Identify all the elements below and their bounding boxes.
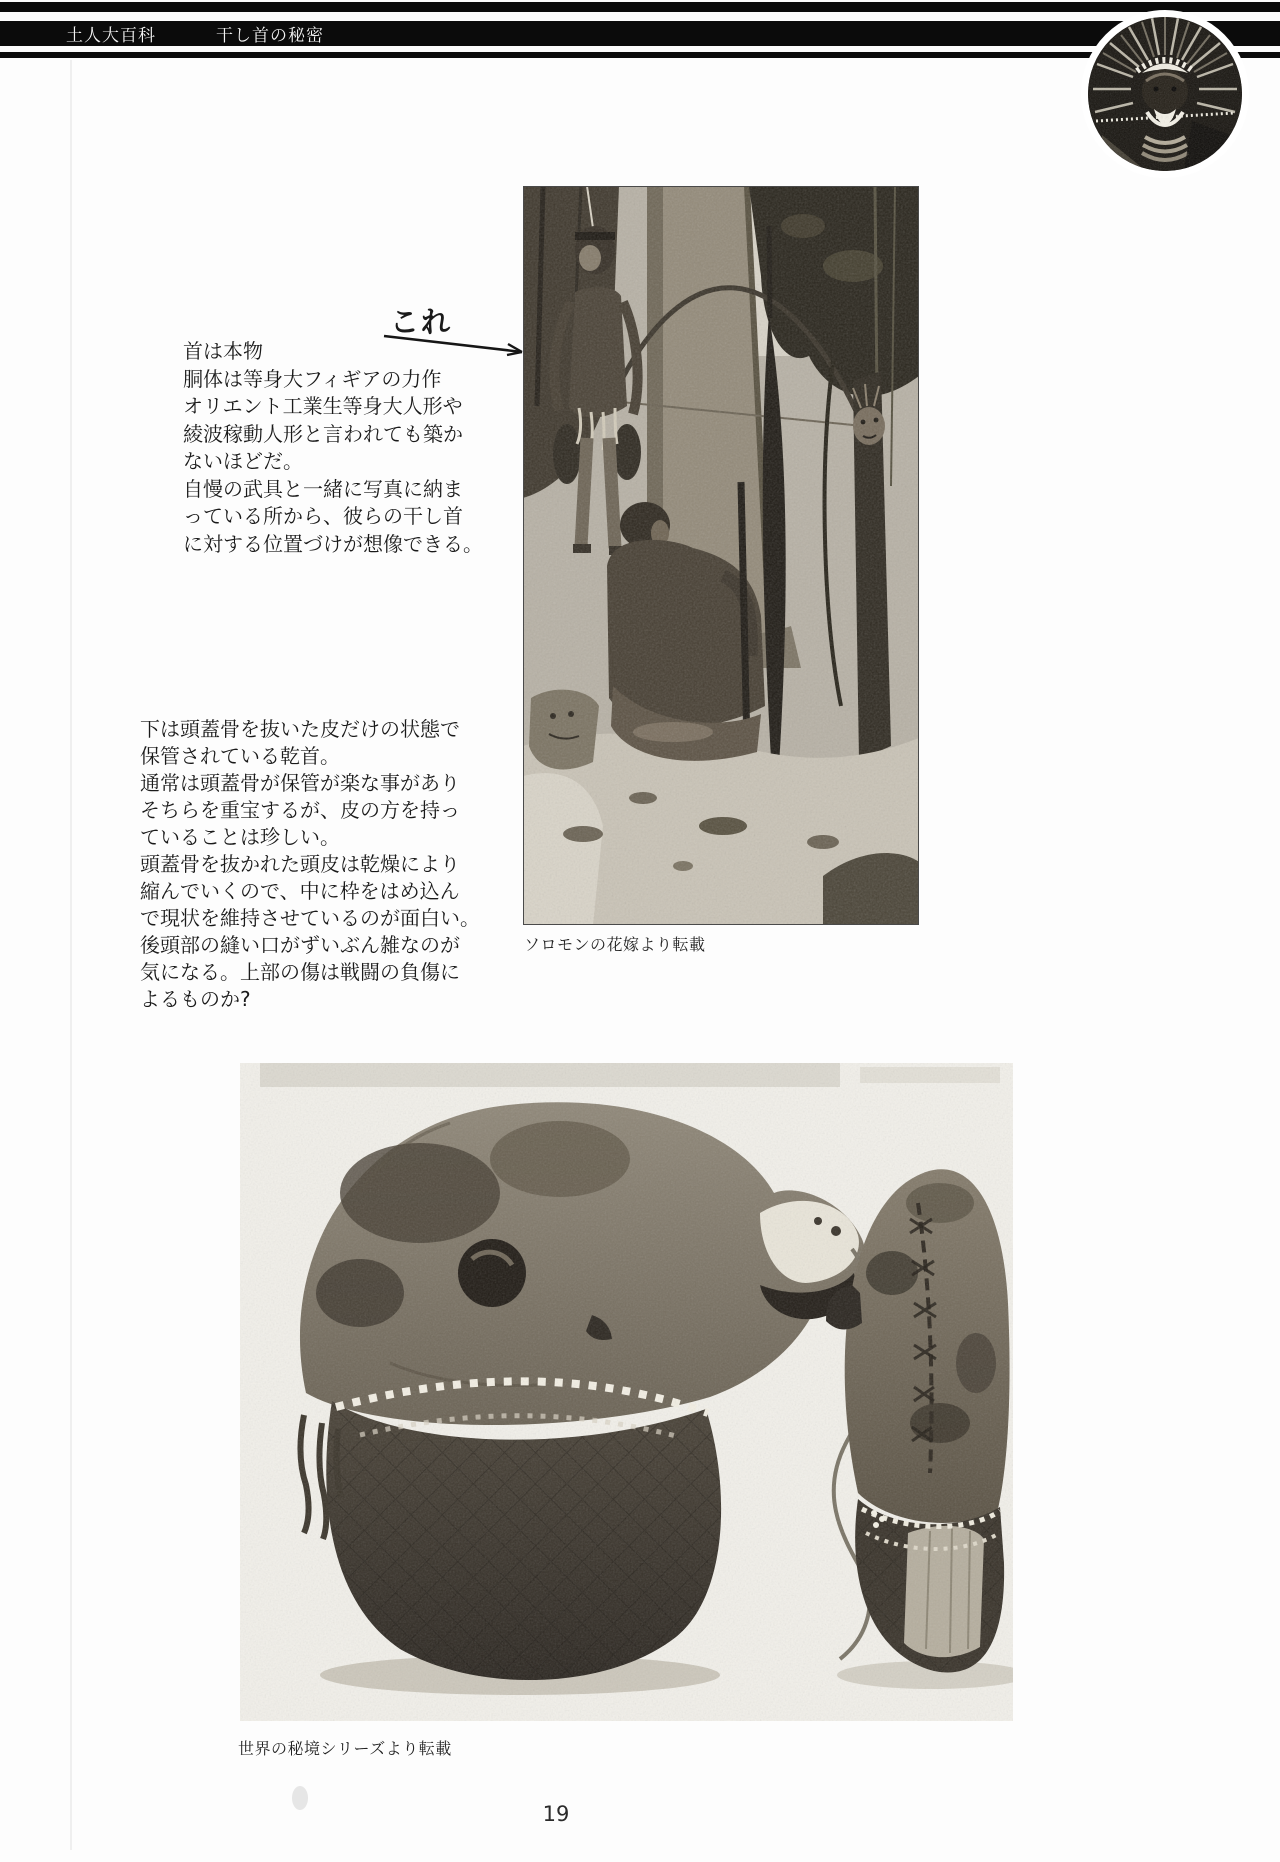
header-title-bar [0,21,1280,46]
intro-line: 綾波稼動人形と言われても築か [183,421,463,446]
body-line: 通常は頭蓋骨が保管が楽な事があり [140,771,460,795]
intro-line: っている所から、彼らの干し首 [183,504,463,528]
scan-artifact-line [70,60,72,1850]
tribal-portrait-emblem [1081,10,1249,178]
body-text-block [140,716,480,1013]
intro-line: に対する位置づけが想像できる。 [183,531,483,556]
page-number: 19 [542,1802,570,1826]
body-line: 後頭部の縫い口がずいぶん雑なのが [140,933,460,957]
body-line: ていることは珍しい。 [140,825,340,849]
photo1-caption: ソロモンの花嫁より転載 [524,935,706,954]
body-line: で現状を維持させているのが面白い。 [140,906,480,930]
photo2-caption: 世界の秘境シリーズより転載 [238,1739,452,1758]
photo1-image [523,186,919,925]
intro-line: 胴体は等身大フィギアの力作 [183,366,442,391]
body-line: 縮んでいくので、中に枠をはめ込ん [140,879,460,903]
body-line: そちらを重宝するが、皮の方を持っ [140,798,460,822]
body-line: 下は頭蓋骨を抜いた皮だけの状態で [140,717,460,741]
header-rule-bottom [0,52,1280,58]
photo-shrunken-heads [240,1063,1013,1721]
body-line: 保管されている乾首。 [140,744,340,768]
body-line: よるものか? [140,987,251,1011]
annotation-kore-label: これ [390,305,453,339]
intro-line: ないほどだ。 [183,449,303,473]
intro-line: 自慢の武具と一緒に写真に納ま [183,476,463,501]
header-rule-top [0,2,1280,12]
body-line: 気になる。上部の傷は戦闘の負傷に [140,960,460,984]
body-line: 頭蓋骨を抜かれた頭皮は乾燥により [140,852,460,876]
photo2-image [240,1063,1013,1721]
article-title: 干し首の秘密 [216,26,324,46]
tribal-portrait-icon [1088,17,1242,171]
intro-line: 首は本物 [183,339,263,363]
intro-line: オリエント工業生等身大人形や [183,394,463,418]
photo-solomon-bride [523,186,919,925]
series-title: 土人大百科 [66,26,156,46]
intro-text-block [183,338,483,558]
